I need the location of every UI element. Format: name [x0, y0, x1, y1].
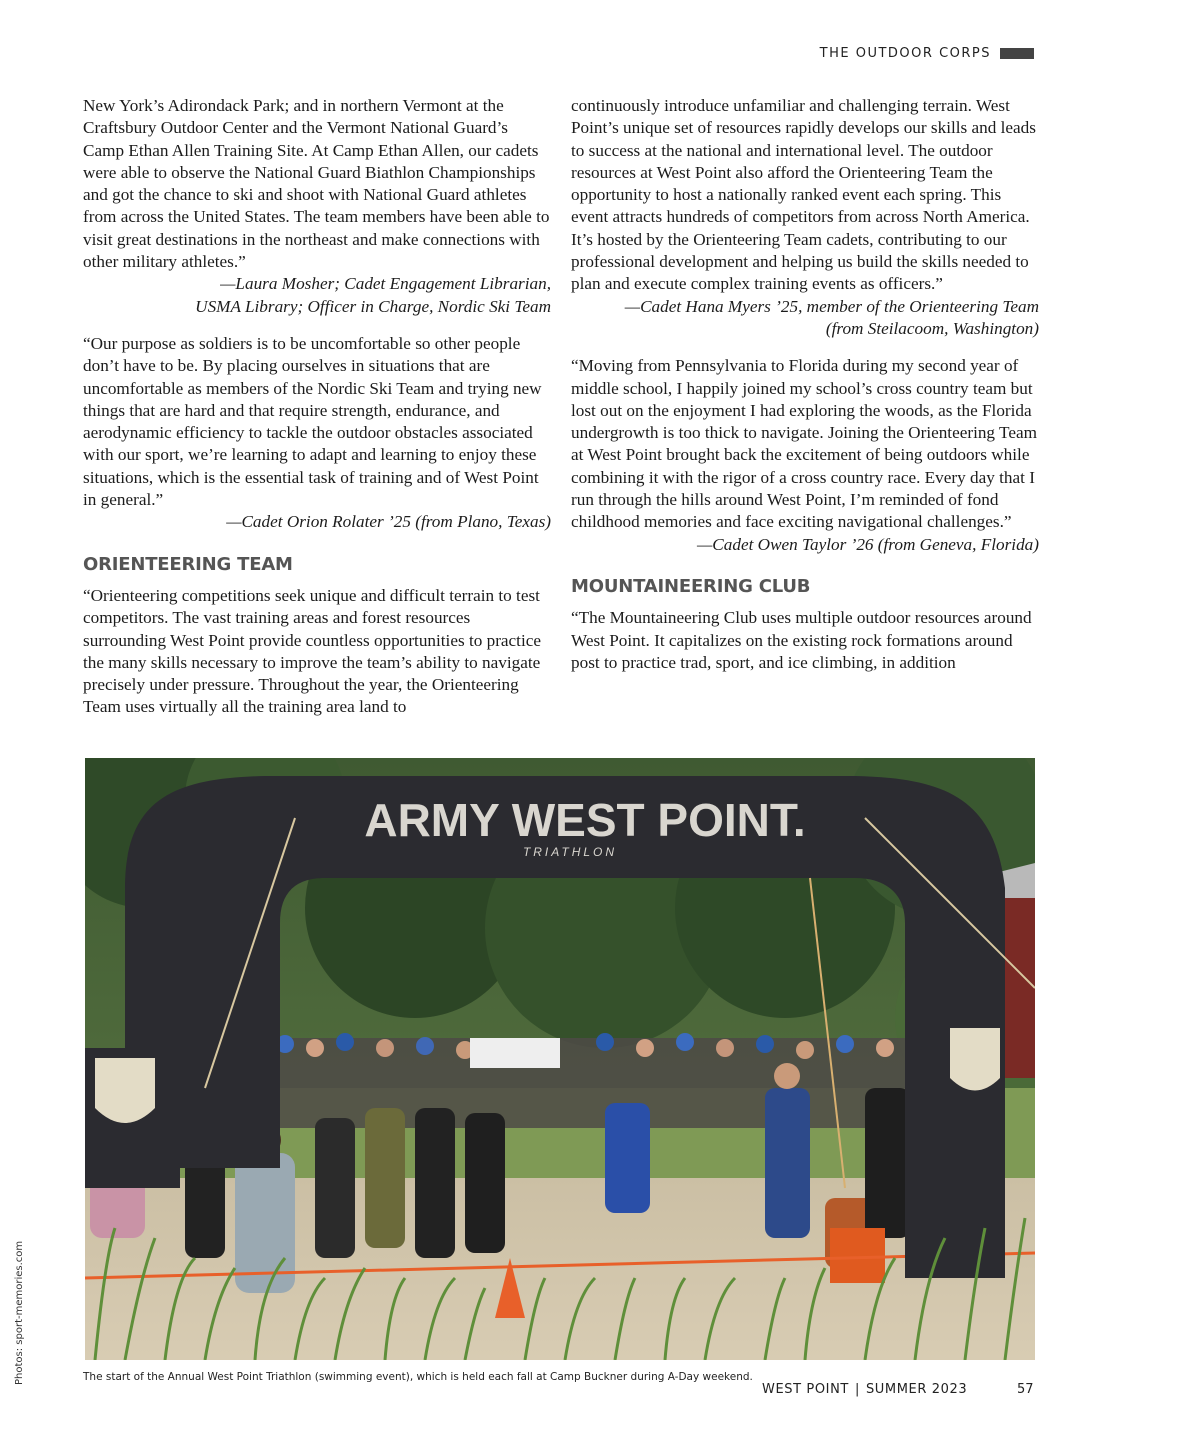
triathlon-photo	[85, 758, 1035, 1360]
right-attribution-1a: —Cadet Hana Myers ’25, member of the Orienteering Team	[624, 296, 1039, 316]
photo-credit: Photos: sport-memories.com	[14, 1240, 25, 1385]
arch-title: ARMY WEST POINT.	[364, 794, 806, 846]
orienteering-heading: ORIENTEERING TEAM	[83, 553, 293, 575]
issue-name: SUMMER 2023	[865, 1382, 968, 1397]
running-footer	[762, 1382, 967, 1397]
left-attribution-1b: USMA Library; Officer in Charge, Nordic Ski Team	[195, 296, 551, 316]
footer-separator: |	[854, 1382, 860, 1397]
section-title: THE OUTDOOR CORPS	[819, 46, 991, 61]
page-number: 57	[1017, 1382, 1034, 1397]
publication-name: WEST POINT	[762, 1382, 849, 1397]
left-attribution-1a: —Laura Mosher; Cadet Engagement Librarian,	[220, 274, 551, 294]
photo-caption: The start of the Annual West Point Triathlon (swimming event), which is held each fall at Camp Buckner during A-Day weekend.	[83, 1371, 753, 1383]
left-paragraph-2: “Our purpose as soldiers is to be uncomfortable so other people don’t have to be. By placing ourselves in situations that are uncomfortable as members of the Nordic Ski Team and trying new things that are hard and that require strength, endurance, and aerodynamic efficiency to tackle the outdoor obstacles associated with our sport, we’re learning to adapt and learning to enjoy these situations, which is the essential task of training and of West Point in general.”	[83, 333, 542, 510]
left-column	[83, 95, 551, 719]
header-bar	[1000, 48, 1034, 59]
right-paragraph-3: “The Mountaineering Club uses multiple outdoor resources around West Point. It capitalizes on the existing rock formations around post to practice trad, sport, and ice climbing, in addition	[571, 608, 1032, 672]
left-attribution-2: —Cadet Orion Rolater ’25 (from Plano, Texas)	[226, 512, 551, 532]
left-paragraph-1: New York’s Adirondack Park; and in northern Vermont at the Craftsbury Outdoor Center and the Vermont National Guard’s Camp Ethan Allen Training Site. At Camp Ethan Allen, our cadets were able to observe the National Guard Biathlon Championships and got the chance to ski and shoot with National Guard athletes from across the United States. The team members have been able to visit great destinations in the northeast and make connections with other military athletes.”	[83, 96, 550, 272]
mountaineering-heading: MOUNTAINEERING CLUB	[571, 575, 811, 597]
right-attribution-2: —Cadet Owen Taylor ’26 (from Geneva, Florida)	[697, 534, 1039, 554]
running-header	[820, 46, 1034, 61]
right-column	[571, 95, 1039, 674]
arch-subtitle: TRIATHLON	[522, 845, 618, 859]
right-paragraph-1: continuously introduce unfamiliar and challenging terrain. West Point’s unique set of resources rapidly develops our skills and leads to success at the national and international level. The outdoor resources at West Point also afford the Orienteering Team the opportunity to host a nationally ranked event each spring. This event attracts hundreds of competitors from across North America. It’s hosted by the Orienteering Team cadets, contributing to our professional development and helping us build the skills needed to plan and execute complex training events as officers.”	[571, 96, 1036, 294]
left-paragraph-3: “Orienteering competitions seek unique and difficult terrain to test competitors. The vast training areas and forest resources surrounding West Point provide countless opportunities to practice the many skills necessary to improve the team’s ability to navigate precisely under pressure. Throughout the year, the Orienteering Team uses virtually all the training area land to	[83, 585, 541, 717]
right-attribution-1b: (from Steilacoom, Washington)	[825, 318, 1039, 338]
right-paragraph-2: “Moving from Pennsylvania to Florida during my second year of middle school, I happily joined my school’s cross country team but lost out on the enjoyment I had exploring the woods, as the Florida undergrowth is too thick to navigate. Joining the Orienteering Team at West Point brought back the excitement of being outdoors while combining it with the rigor of a cross country race. Every day that I run through the hills around West Point, I’m reminded of fond childhood memories and face exciting navigational challenges.”	[571, 356, 1037, 532]
